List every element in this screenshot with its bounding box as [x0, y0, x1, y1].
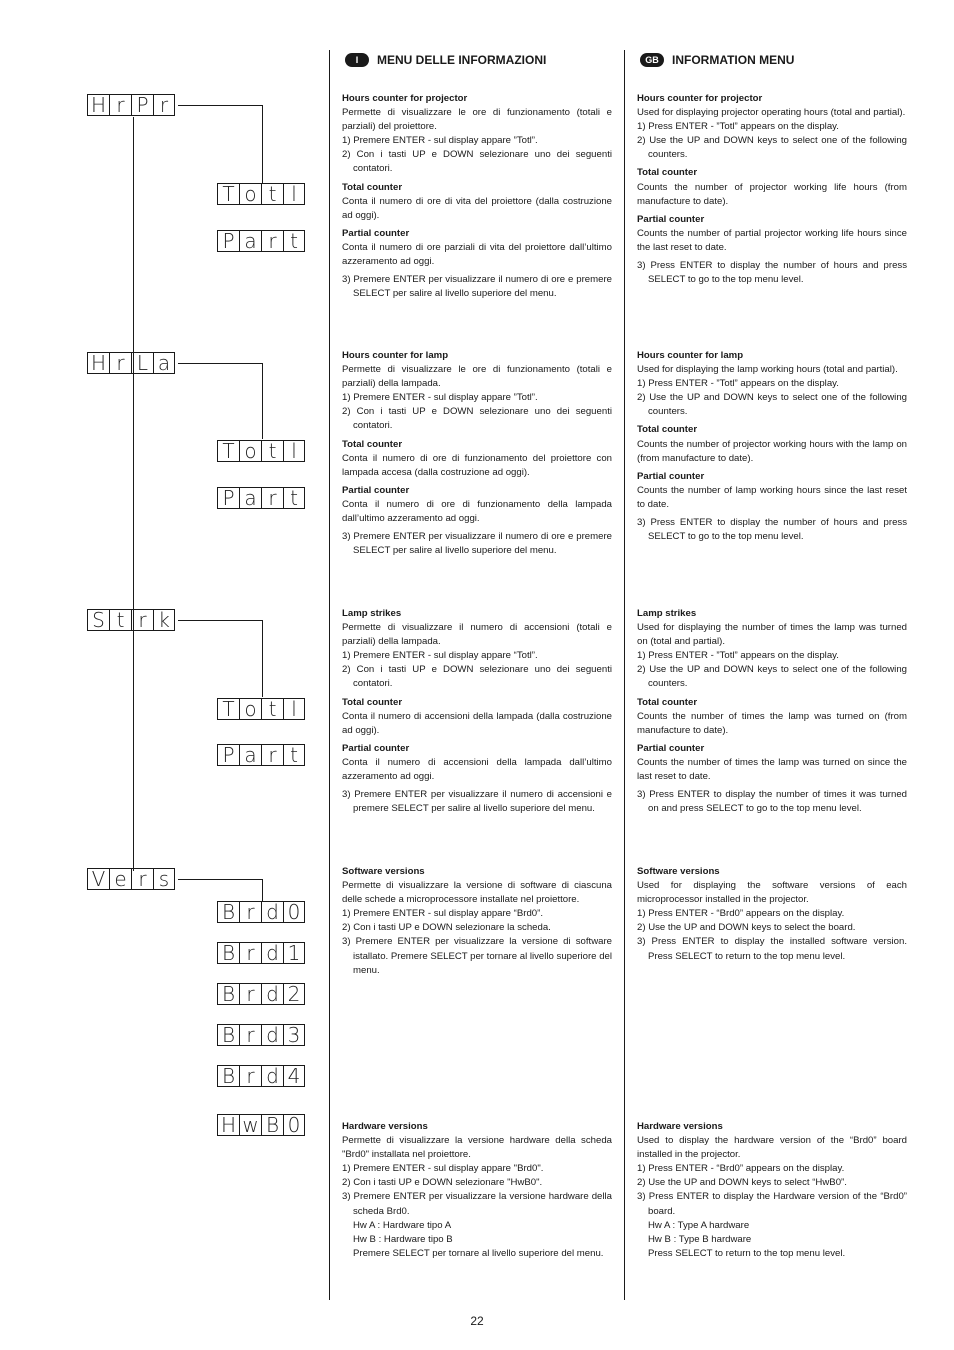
lcd-char: 3: [283, 1024, 305, 1046]
lcd-char: l: [283, 698, 305, 720]
section-intro: Permette di visualizzare le ore di funzionamento (totali e parziali) della lampada.: [342, 364, 612, 390]
total-counter-heading: Total counter: [637, 167, 698, 179]
partial-counter-text: Conta il numero di accensioni della lampada dall’ultimo azzeramento ad oggi.: [342, 756, 612, 783]
step-2: 2) Use the UP and DOWN keys to select one of the following counters.: [637, 392, 907, 418]
step-2: 2) Con i tasti UP e DOWN selezionare uno dei seguenti contatori.: [342, 664, 612, 690]
lcd-char: r: [109, 94, 131, 116]
total-counter-heading: Total counter: [637, 424, 698, 436]
lcd-hwb0: [217, 1114, 305, 1136]
lcd-vers: [87, 868, 175, 890]
step-3: 3) Premere ENTER per visualizzare la versione di software istallato. Premere SELECT per tornare al livello superiore del menu.: [342, 936, 612, 976]
hardware-type-a: Hw A : Type A hardware: [648, 1219, 750, 1231]
section-intro: Permette di visualizzare le ore di funzionamento (totali e parziali) del proiettore.: [342, 107, 612, 133]
lcd-char: t: [283, 230, 305, 252]
lcd-char: o: [239, 698, 261, 720]
total-counter-text: Conta il numero di accensioni della lampada (dalla costruzione ad oggi).: [342, 710, 612, 736]
step-1: 1) Press ENTER - ”Totl” appears on the display.: [637, 378, 839, 390]
branch-hrpr-down: [262, 105, 263, 183]
step-1: 1) Premere ENTER - sul display appare “Brd0”.: [342, 908, 544, 920]
step-2: 2) Use the UP and DOWN keys to select the board.: [637, 922, 856, 934]
section-intro: Used for displaying the software versions of each microprocessor installed in the projector.: [637, 880, 907, 906]
it-section-strk: [342, 607, 612, 816]
return-instruction: Press SELECT to return to the top menu level.: [648, 1247, 846, 1259]
lcd-char: P: [217, 230, 239, 252]
lcd-char: w: [239, 1114, 261, 1136]
section-heading: Software versions: [342, 866, 425, 877]
branch-strk: [178, 620, 262, 621]
lcd-char: L: [131, 352, 153, 374]
lcd-char: 1: [283, 942, 305, 964]
total-counter-heading: Total counter: [342, 696, 403, 708]
step-3: 3) Premere ENTER per visualizzare il numero di ore e premere SELECT per salire al livello superiore del menu.: [342, 531, 612, 557]
branch-hrla-down: [262, 363, 263, 439]
lcd-brd0: [217, 901, 305, 923]
section-heading: Hardware versions: [342, 1121, 428, 1132]
lcd-char: k: [153, 609, 175, 631]
it-language-badge: I: [345, 53, 369, 67]
partial-counter-text: Conta il numero di ore parziali di vita del proiettore dall’ultimo azzeramento ad oggi.: [342, 241, 612, 268]
lcd-brd4: [217, 1065, 305, 1087]
partial-counter-heading: Partial counter: [637, 470, 705, 482]
tree-trunk: [133, 117, 134, 871]
lcd-char: a: [239, 487, 261, 509]
lcd-char: S: [87, 609, 109, 631]
page-number: 22: [470, 1314, 484, 1328]
total-counter-text: Counts the number of projector working hours with the lamp on (from manufacture to date).: [637, 438, 907, 464]
lcd-char: H: [87, 352, 109, 374]
lcd-char: r: [109, 352, 131, 374]
lcd-char: o: [239, 183, 261, 205]
lcd-char: T: [217, 183, 239, 205]
branch-strk-down: [262, 620, 263, 697]
partial-counter-heading: Partial counter: [342, 227, 410, 239]
lcd-char: t: [283, 744, 305, 766]
step-2: 2) Use the UP and DOWN keys to select one of the following counters.: [637, 135, 907, 161]
step-2: 2) Use the UP and DOWN keys to select one of the following counters.: [637, 664, 907, 690]
lcd-char: B: [217, 1065, 239, 1087]
hardware-type-b: Hw B : Type B hardware: [648, 1233, 752, 1245]
step-2: 2) Use the UP and DOWN keys to select “HwB0”.: [637, 1177, 847, 1189]
step-1: 1) Premere ENTER - sul display appare “Totl”.: [342, 650, 538, 662]
step-3: 3) Premere ENTER per visualizzare il numero di ore e premere SELECT per salire al livello superiore del menu.: [342, 274, 612, 300]
section-heading: Hours counter for projector: [637, 93, 763, 104]
lcd-hrpr-totl: [217, 183, 305, 205]
section-intro: Used to display the hardware version of the “Brd0” board installed in the projector.: [637, 1135, 907, 1161]
lcd-char: B: [217, 1024, 239, 1046]
it-section-hrpr: [342, 92, 612, 301]
section-intro: Permette di visualizzare il numero di accensioni (totali e parziali) della lampada.: [342, 622, 612, 648]
lcd-char: 0: [283, 901, 305, 923]
lcd-brd1: [217, 942, 305, 964]
lcd-char: P: [217, 487, 239, 509]
partial-counter-heading: Partial counter: [342, 742, 410, 754]
hardware-type-a: Hw A : Hardware tipo A: [353, 1219, 452, 1231]
section-heading: Hours counter for lamp: [637, 350, 744, 361]
step-3: 3) Press ENTER to display the number of hours and press SELECT to go to the top menu level.: [637, 517, 907, 543]
step-3: 3) Premere ENTER per visualizzare il numero di accensioni e premere SELECT per salire al livello superiore del menu.: [342, 789, 612, 815]
total-counter-heading: Total counter: [637, 696, 698, 708]
lcd-char: l: [283, 183, 305, 205]
lcd-char: r: [239, 901, 261, 923]
lcd-strk-part: [217, 744, 305, 766]
lcd-char: P: [131, 94, 153, 116]
gb-column-title: INFORMATION MENU: [672, 53, 795, 67]
lcd-char: r: [261, 230, 283, 252]
partial-counter-text: Conta il numero di ore di funzionamento della lampada dall’ultimo azzeramento ad oggi.: [342, 498, 612, 525]
lcd-char: t: [109, 609, 131, 631]
step-1: 1) Press ENTER - ”Totl” appears on the display.: [637, 121, 839, 133]
it-section-hw: [342, 1120, 612, 1261]
lcd-char: d: [261, 983, 283, 1005]
lcd-char: B: [261, 1114, 283, 1136]
lcd-char: t: [261, 698, 283, 720]
lcd-hrpr: [87, 94, 175, 116]
section-heading: Lamp strikes: [342, 608, 402, 619]
lcd-hrla-part: [217, 487, 305, 509]
section-heading: Hours counter for lamp: [342, 350, 449, 361]
lcd-char: r: [261, 487, 283, 509]
gb-section-hrla: [637, 349, 907, 544]
lcd-char: e: [109, 868, 131, 890]
section-heading: Software versions: [637, 866, 720, 877]
gb-section-hw: [637, 1120, 907, 1261]
lcd-char: H: [87, 94, 109, 116]
section-intro: Permette di visualizzare la versione hardware della scheda "Brd0" installata nel proiettore.: [342, 1135, 612, 1161]
section-intro: Used for displaying projector operating hours (total and partial).: [637, 107, 906, 119]
lcd-char: a: [239, 744, 261, 766]
lcd-char: r: [153, 94, 175, 116]
total-counter-heading: Total counter: [342, 181, 403, 193]
step-3: 3) Premere ENTER per visualizzare la versione hardware della scheda Brd0.: [342, 1191, 612, 1217]
step-1: 1) Press ENTER - “Brd0” appears on the display.: [637, 908, 845, 920]
lcd-char: r: [131, 868, 153, 890]
lcd-char: 0: [283, 1114, 305, 1136]
lcd-char: T: [217, 440, 239, 462]
lcd-char: t: [261, 440, 283, 462]
lcd-char: r: [131, 609, 153, 631]
gb-section-hrpr: [637, 92, 907, 287]
lcd-brd3: [217, 1024, 305, 1046]
total-counter-text: Counts the number of projector working life hours (from manufacture to date).: [637, 181, 907, 207]
lcd-char: d: [261, 901, 283, 923]
step-1: 1) Premere ENTER - sul display appare "Brd0".: [342, 1163, 544, 1175]
return-instruction: Premere SELECT per tornare al livello superiore del menu.: [353, 1247, 604, 1259]
section-heading: Hours counter for projector: [342, 93, 468, 104]
section-intro: Used for displaying the number of times the lamp was turned on (total and partial).: [637, 622, 907, 648]
lcd-char: r: [239, 983, 261, 1005]
lcd-brd2: [217, 983, 305, 1005]
step-2: 2) Con i tasti UP e DOWN selezionare uno dei seguenti contatori.: [342, 406, 612, 432]
section-intro: Used for displaying the lamp working hours (total and partial).: [637, 364, 898, 376]
lcd-strk: [87, 609, 175, 631]
step-3: 3) Press ENTER to display the number of times it was turned on and press SELECT to go to the top menu level.: [637, 789, 907, 815]
partial-counter-text: Counts the number of times the lamp was turned on since the last reset to date.: [637, 756, 907, 783]
partial-counter-heading: Partial counter: [637, 742, 705, 754]
lcd-char: r: [239, 1024, 261, 1046]
hardware-type-b: Hw B : Hardware tipo B: [353, 1233, 453, 1245]
lcd-char: r: [261, 744, 283, 766]
lcd-char: t: [283, 487, 305, 509]
lcd-char: d: [261, 1065, 283, 1087]
step-1: 1) Premere ENTER - sul display appare ”Totl”.: [342, 135, 538, 147]
it-section-vers: [342, 865, 612, 978]
partial-counter-heading: Partial counter: [637, 213, 705, 225]
lcd-char: o: [239, 440, 261, 462]
step-2: 2) Con i tasti UP e DOWN selezionare uno dei seguenti contatori.: [342, 149, 612, 175]
lcd-hrla-totl: [217, 440, 305, 462]
gb-section-strk: [637, 607, 907, 816]
lcd-char: P: [217, 744, 239, 766]
step-1: 1) Press ENTER - ”Totl” appears on the display.: [637, 650, 839, 662]
total-counter-text: Conta il numero di ore di vita del proiettore (dalla costruzione ad oggi).: [342, 195, 612, 221]
it-column-header: [345, 53, 546, 67]
lcd-char: s: [153, 868, 175, 890]
step-3: 3) Press ENTER to display the Hardware version of the “Brd0” board.: [637, 1191, 907, 1217]
lcd-strk-totl: [217, 698, 305, 720]
step-3: 3) Press ENTER to display the number of hours and press SELECT to go to the top menu level.: [637, 260, 907, 286]
step-1: 1) Press ENTER - “Brd0” appears on the display.: [637, 1163, 845, 1175]
lcd-char: 2: [283, 983, 305, 1005]
lcd-char: l: [283, 440, 305, 462]
lcd-char: B: [217, 942, 239, 964]
lcd-char: B: [217, 901, 239, 923]
step-1: 1) Premere ENTER - sul display appare ”Totl”.: [342, 392, 538, 404]
lcd-hrpr-part: [217, 230, 305, 252]
step-2: 2) Con i tasti UP e DOWN selezionare "HwB0".: [342, 1177, 543, 1189]
gb-language-badge: GB: [640, 53, 664, 67]
branch-vers-down: [262, 879, 263, 901]
gb-section-vers: [637, 865, 907, 964]
section-heading: Lamp strikes: [637, 608, 697, 619]
section-intro: Permette di visualizzare la versione di software di ciascuna delle schede a microprocessore installate nel proiettore.: [342, 880, 612, 906]
branch-vers: [178, 879, 262, 880]
partial-counter-text: Counts the number of partial projector working life hours since the last reset to date.: [637, 227, 907, 253]
step-3: 3) Press ENTER to display the installed software version. Press SELECT to return to the top menu level.: [637, 936, 907, 962]
lcd-char: r: [239, 1065, 261, 1087]
lcd-char: d: [261, 942, 283, 964]
partial-counter-text: Counts the number of lamp working hours since the last reset to date.: [637, 484, 907, 510]
branch-hrpr: [178, 105, 262, 106]
section-heading: Hardware versions: [637, 1121, 723, 1132]
lcd-char: V: [87, 868, 109, 890]
total-counter-text: Counts the number of times the lamp was turned on (from manufacture to date).: [637, 710, 907, 736]
lcd-char: B: [217, 983, 239, 1005]
lcd-char: r: [239, 942, 261, 964]
partial-counter-heading: Partial counter: [342, 484, 410, 496]
lcd-char: T: [217, 698, 239, 720]
total-counter-heading: Total counter: [342, 438, 403, 450]
total-counter-text: Conta il numero di ore di funzionamento del proiettore con lampada accesa (dalla costruzione ad oggi).: [342, 452, 612, 478]
lcd-char: d: [261, 1024, 283, 1046]
step-2: 2) Con i tasti UP e DOWN selezionare la scheda.: [342, 922, 551, 934]
column-divider-right: [624, 50, 625, 1300]
gb-column-header: [640, 53, 794, 67]
it-section-hrla: [342, 349, 612, 558]
lcd-char: a: [153, 352, 175, 374]
lcd-char: H: [217, 1114, 239, 1136]
column-divider-left: [329, 50, 330, 1300]
lcd-hrla: [87, 352, 175, 374]
it-column-title: MENU DELLE INFORMAZIONI: [377, 53, 547, 67]
lcd-char: 4: [283, 1065, 305, 1087]
lcd-char: t: [261, 183, 283, 205]
lcd-char: a: [239, 230, 261, 252]
branch-hrla: [178, 363, 262, 364]
